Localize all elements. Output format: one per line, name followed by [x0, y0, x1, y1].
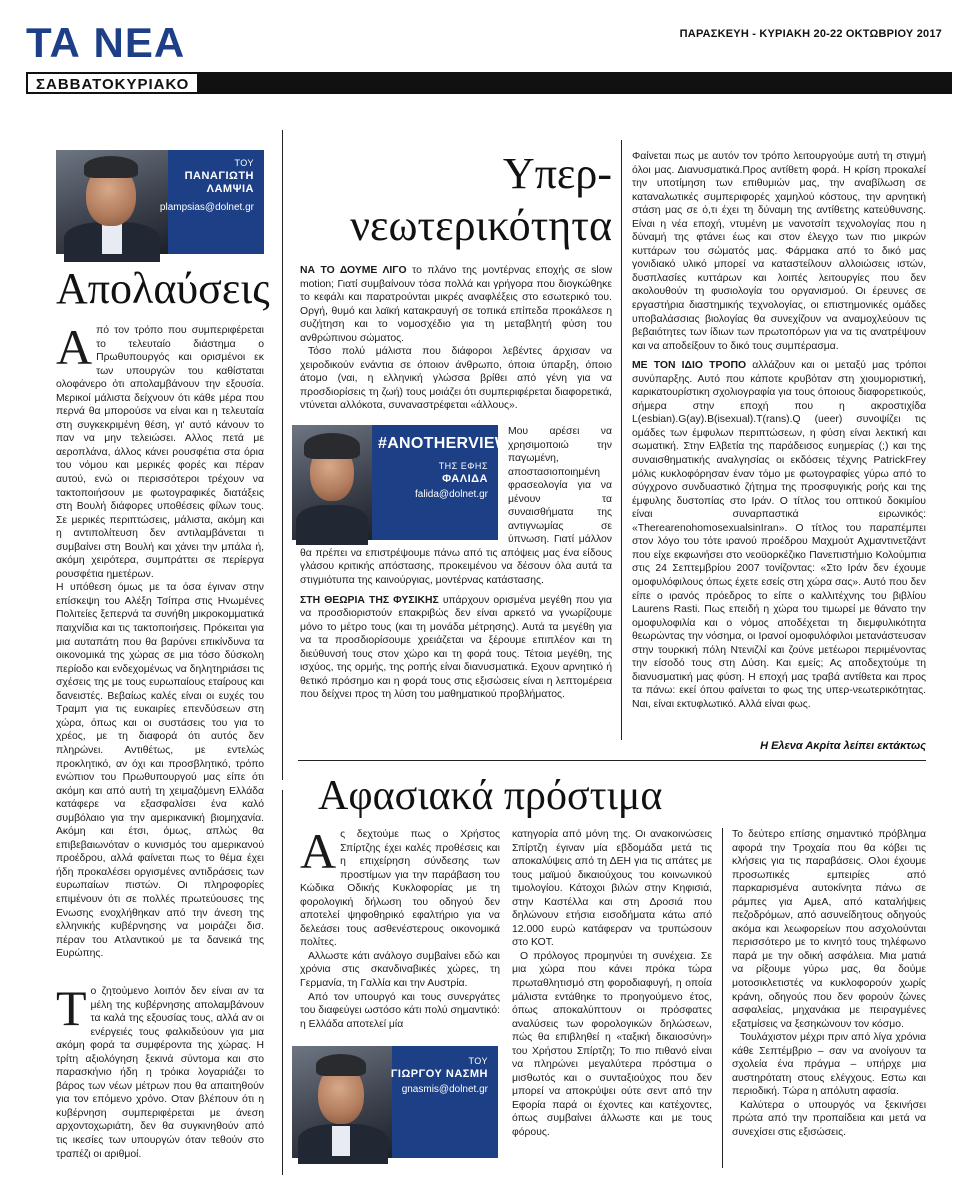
- paragraph: Αλλωστε κάτι ανάλογο συμβαίνει εδώ και χρόνια στις σκανδιναβικές χώρες, τη Γερμανία, τη Γαλλία και την Αυστρία.: [300, 950, 500, 990]
- lead-in: ΜΕ ΤΟΝ ΙΔΙΟ ΤΡΟΠΟ: [632, 360, 747, 372]
- article-body-continued: [632, 150, 926, 735]
- paragraph: ο ζητούμενο λοιπόν δεν είναι αν τα μέλη της κυβέρνησης απολαμβάνουν τα καλά της εξουσίας τους, αλλά αν οι ενέργειές τους φαλκιδεύουν για μια ακόμη φορά τα συμφέροντα της χώρας. Η τρίτη αξιολόγηση ξεκινά σύντομα και στο παρασκήνιο ήδη η τρόικα λογαριάζει το βάρος των νέων μέτρων που θα απαιτηθούν για τον επόμενο χρόνο. Οταν βλέπουν ότι η κυβέρνηση συμπεριφέρεται με άνεση αρχοντοχωριάτη, δεν θα συγκινηθούν από τις ικεσίες των υπουργών όταν τεθούν στο τραπέζι οι αριθμοί.: [56, 986, 264, 1160]
- author-box: [292, 1046, 498, 1158]
- article-body-col-b: [512, 828, 712, 1173]
- paragraph: Η υπόθεση όμως με τα όσα έγιναν στην επίσκεψη του Αλέξη Τσίπρα στις Ηνωμένες Πολιτείες ξεπερνά τα συνήθη μικροκομματικά παιχνίδια και τις τακτοποιήσεις. Πρόκειται για μια αυταπάτη που θα βαρύνει επικίνδυνα τα οικονομικά της χώρας σε μια τόσο δύσκολη περίοδο και ενδεχομένως να δηλητηριάσει τις σχέσεις της με τους ευρωπαίους εταίρους και δανειστές. Βεβαίως καλές είναι οι ευχές του Τραμπ για τις ευκαιρίες επενδύσεων στη χώρα, όπως και οι συστάσεις του για το χρέος, με τη διαφορά ότι αυτός δεν πληρώνει. Αντιθέτως, με εντελώς προκλητικό, αν όχι και προσβλητικό, τρόπο ενώπιον του Πρωθυπουργού μας είπε ότι ακόμη και από αυτή τη χειμαζόμενη Ελλάδα κατάφερε να εξασφαλίσει ένα καλό συμβόλαιο για την αμερικανική βιομηχανία. Ακόμη και έτσι, όμως, απλώς θα επιβεβαιωνόταν ο κυνισμός του αμερικανού προέδρου, αλλά φαίνεται πως το θέμα έχει ήδη προκαλέσει οργισμένες αντιδράσεις των ευρωπαίων πιστών. Οι πληροφορίες επιμένουν ότι σε πολλές πρωτεύουσες της Ενωσης ενοχλήθηκαν από την άνεση της ελληνικής κυβέρνησης να μοιράζει δισ. πέραν του Ατλαντικού με τα δανεικά της Ευρώπης.: [56, 582, 264, 960]
- paragraph: Τόσο πολύ μάλιστα που διάφοροι λεβέντες άρχισαν να χειροδικούν ενάντια σε όποιον άνθρωπο, όποια ύπαρξη, όποιο άτομο (ναι, η ελληνική γλώσσα βρίθει από γένη για να προσδιορίσεις τη ζωή) τους μοιάζει ότι συμπεριφέρεται διαφορετικά, ντύνεται αλλόκοτα, συναναστρέφεται «άλλους».: [300, 346, 612, 412]
- article-body-col-a: [300, 823, 500, 1030]
- column-title: #ANOTHERVIEW: [378, 435, 511, 452]
- paragraph: το πλάνο της μοντέρνας εποχής σε slow motion; Γιατί συμβαίνουν τόσα πολλά και γρήγορα που διογκώθηκε το κεφάλι και παρατρούνται μικρές αναφλέξεις στο εσωτερικό του. Οργή, θυμό και λαϊκή κατακραυγή σε τοπικά επίπεδα προκάλεσε η συζήτηση και το νομοσχέδιο για τη μεταβλητή φύση του ανθρώπινου σώματος.: [300, 265, 612, 344]
- dropcap: Τ: [56, 980, 87, 1036]
- paragraph: πό τον τρόπο που συμπεριφέρεται το τελευταίο διάστημα ο Πρωθυπουργός και ορισμένοι εκ των υπουργών του καθίσταται ολοφάνερο ότι απολαμβάνουν την εξουσία. Μερικοί μάλιστα δείχνουν ότι κάθε μέρα που περνά θα μπορούσε να είναι και η τελευταία στη συγκεκριμένη θέση, γι' αυτό κάνουν το παν να μην τελειώσει. Αλλος πετά με αεροπλάνα, άλλος κάνει ρουσφέτια στα όρια του νόμου και μερικές φορές και πέραν αυτού, ενώ οι περισσότεροι τρέχουν να τακτοποιήσουν με φωτογραφικές διατάξεις στη Βουλή διάφορες υποθέσεις φίλων τους. Σε μερικές περιπτώσεις, μάλιστα, ακόμη και η αντιπολίτευση δεν αντιλαμβάνεται τι συμβαίνει στη Βουλή και χάνει την μπάλα ή, ακόμη χειρότερα, συμπράττει σε περίεργα ρουσφέτια ημετέρων.: [56, 325, 264, 580]
- dropcap: Α: [300, 823, 337, 879]
- paragraph: Φαίνεται πως με αυτόν τον τρόπο λειτουργούμε αυτή τη στιγμή όλοι μας. Διανυσματικά.Προς αντίθετη φορά. Η κρίση προκαλεί την υποτίμηση των επιθυμιών μας, την αναβίλωση σε καταναλωτικές συμπεριφορές χαμηλού κόστους, την αρνητική στάση μας σε ό,τι έχει τη δύναμη της αντίθετης κατεύθυνσης. Είναι η νέα εποχή, ντυμένη με νανοτσίπ τεχνολογίας που η δύναμή της φτάνει έως και στον έλεγχο των πιο μικρών κυττάρων του σώματός μας. Φάρμακα από το δικό μας γονιδιακό υλικό μπορεί να καταστείλουν αλλοιώσεις ιστών, δυσπλασίες κυττάρων και λοιπές λειτουργίες που δεν ακολουθούν τη φυσιολογία του οργανισμού. Οι έρευνες σε εργαστήρια διαστημικής τεχνολογίας, οι επιστημονικές ομάδες υποβαλάσσιας βιολογίας θα συνεχίζουν να αναμοχλεύουν τις βεβαιότητες των ίδιων των πρωτοπόρων για να τις ανατρέψουν και να αποδείξουν το δικό τους συμπέρασμα.: [632, 151, 926, 352]
- author-prefix: ΤΗΣ ΕΦΗΣ: [438, 461, 488, 471]
- lead-in: ΝΑ ΤΟ ΔΟΥΜΕ ΛΙΓΟ: [300, 265, 407, 276]
- paragraph: Ο πρόλογος προμηνύει τη συνέχεια. Σε μια χώρα που κάνει πρόκα τώρα πρωταθλητισμό στη φοροδιαφυγή, η οποία μάλιστα εντάθηκε το προηγούμενο έτος, όπως αποκαλύπτουν οι πρόσφατες αναλύσεις των φορολογικών δηλώσεων, πώς θα επιβληθεί η «ταξική δικαιοσύνη» του Χρήστου Σπίρτζη; Το πιο πιθανό είναι να πληρώνει μεγαλύτερα πρόστιμα ο μισθωτός και ο συνταξιούχος που δεν μπορεί να αποκρύψει ούτε σεντ από την Εφορία παρά οι έχοντες και κατέχοντες, όπως συμβαίνει άλλωστε και με τους φόρους.: [512, 950, 712, 1139]
- column-divider: [621, 140, 622, 740]
- column-divider: [282, 130, 283, 780]
- column-divider: [722, 828, 723, 1168]
- section-divider: [298, 760, 926, 761]
- masthead-date: ΠΑΡΑΣΚΕΥΗ - ΚΥΡΙΑΚΗ 20-22 ΟΚΤΩΒΡΙΟΥ 2017: [679, 28, 942, 40]
- paragraph: υπάρχουν ορισμένα μεγέθη που για να προσδιοριστούν επακριβώς δεν είναι αρκετό να γνωρίζουμε μόνο το μέτρο τους (και τη μονάδα μέτρησης). Αυτά τα μεγέθη για να τα προσδιορίσουμε χρειάζεται να ξέρουμε επιπλέον και τη διεύθυνσή τους στον χώρο και τη φορά τους. Τέτοια μεγέθη, της ισχύος, της ορμής, της ροπής είναι διανυσματικά. Εχουν αρνητικό ή θετικό πρόσημο και η φορά τους στις εξισώσεις είναι η λεπτομέρεια που δείχνει προς τη λύση του μαθηματικού προβλήματος.: [300, 594, 612, 701]
- author-email: falida@dolnet.gr: [415, 489, 488, 500]
- paragraph: Από τον υπουργό και τους συνεργάτες του διαφεύγει ωστόσο κάτι πολύ σημαντικό: η Ελλάδα αποτελεί μία: [300, 991, 500, 1030]
- article-headline: Αφασιακά πρόστιμα: [318, 773, 663, 819]
- article-body-col-c: [732, 828, 926, 1173]
- author-email: plampsias@dolnet.gr: [159, 202, 254, 213]
- author-email: gnasmis@dolnet.gr: [401, 1084, 488, 1095]
- column-body: [56, 319, 264, 974]
- author-name: ΠΑΝΑΓΙΩΤΗ ΛΑΜΨΙΑ: [184, 170, 254, 195]
- paragraph: αλλάζουν και οι μεταξύ μας τρόποι συνύπαρξης. Αυτό που κάποτε κρυβόταν στη χιουμοριστική, καρικατουρίστικη σχολιογραφία για τους όποιους διαφορετικούς, σήμερα στην εποχή που η ακροστιχίδα L(esbian).G(ay).B(isexual).T(rans).Q (ueer) συνοψίζει τις ομάδες των έμφυλων περιπτώσεων, η φύση είναι λεκτική και σωματική. Στην Ελβετία της παράδεισος ευημερίας (;) και της συναισθηματικής αναλγησίας οι εκδόσεις τέχνης PatrickFrey μόλις κυκλοφόρησαν έναν τόμο με φωτογραφίες γύρω από το σύγχρονο συνδυαστικό ζήτημα της προσφυγικής ροής και της έμφυλης δυστοπίας στο Ιράν. Ο τίτλος του οπτικού δοκιμίου είναι συναρπαστικά ειρωνικός: «TherearenohomosexualsinIran». Ο τίτλος του παραπέμπει στον λόγο του τότε ιρανού προέδρου Μαχμούτ Αχμαντινετζάντ που είχε εκφωνήσει στο νεοϋορκέζικο Πανεπιστήμιο Κολούμπια στις 24 Σεπτεμβρίου 2007 τονίζοντας: «Στο Ιράν δεν έχουμε ομοφυλόφιλους όπως έχετε εσείς στη χώρα σας». Αυτό που δεν είπε ο ιρανός πρόεδρος το είπε ο καλλιτέχνης του βιβλίου Laurens Rasti. Πως επειδή η χώρα του τιμωρεί με θάνατο την ομοφυλοφιλία και ο νόμος αποδέχεται τη διεμφυλικότητα θεωρώντας την νόσημα, οι Ιρανοί ομοφυλόφιλοι μετανάστευσαν στην τουρκική πόλη Ντενιζλί και ζούνε μετέωροι περιμένοντας την είσοδό τους στη Δύση. Και εμείς; Ας αποδεχτούμε τη διανυσματική μας φύση. Η εποχή μας τραβά αντίθετα και προς τα πάνω: εκεί όπου φαίνεται το φως της υπερ-νεωτερικότητας. Ναι, είναι εκτυφλωτικό. Αλλά είναι φως.: [632, 360, 927, 710]
- author-prefix: ΤΟΥ: [468, 1056, 488, 1066]
- author-photo: [56, 150, 168, 254]
- author-photo: [292, 1046, 392, 1158]
- edition-label: ΣΑΒΒΑΤΟΚΥΡΙΑΚΟ: [26, 72, 199, 94]
- author-name: ΓΙΩΡΓΟΥ ΝΑΣΜΗ: [390, 1068, 488, 1080]
- author-prefix: ΤΟΥ: [234, 158, 254, 168]
- headline-line: Υπερ-: [502, 149, 612, 198]
- paragraph: κατηγορία από μόνη της. Οι ανακοινώσεις Σπίρτζη έγιναν μία εβδομάδα μετά τις αποκαλύψεις από τη ΔΕΗ για τις απάτες με τους μαϊμού δικαιούχους του κοινωνικού τιμολογίου. Κάτοχοι βιλών στην Κηφισιά, στην Καστέλλα και στη Δροσιά που δηλώνουν ετήσια εισοδήματα κάτω από 12.000 ευρώ κατάφεραν να τρυπώσουν στο ΚΟΤ.: [512, 829, 712, 949]
- column-body-end: [56, 980, 264, 1175]
- author-box: [56, 150, 264, 254]
- lead-in: ΣΤΗ ΘΕΩΡΙΑ ΤΗΣ ΦΥΣΙΚΗΣ: [300, 594, 439, 606]
- paragraph: Το δεύτερο επίσης σημαντικό πρόβλημα αφορά την Τροχαία που θα κόβει τις κλήσεις για τις παραβάσεις. Ολοι έχουμε προσωπικές εμπειρίες από παρκαρισμένα αυτοκίνητα πάνω σε ράμπες για ΑμεΑ, από καταλήψεις πεζοδρόμων, από ασυνείδητους οδηγούς ακόμα και λεωφορείων που ασχολούνται περισσότερο με το κινητό τους τηλέφωνο παρά με την οδική ασφάλεια. Μια ματιά να ρίξουμε γύρω μας, θα δούμε μοτοσικλετιστές να κυκλοφορούν χωρίς κράνη, οδηγούς που δεν φορούν ζώνες ασφαλείας, μηχανάκια με πειραγμένες εξατμίσεις να ξεσηκώνουν τον κόσμο.: [732, 829, 926, 1030]
- column-divider: [282, 790, 283, 1175]
- paragraph: Καλύτερα ο υπουργός να ξεκινήσει πρώτα από την προπαίδεια και μετά να συνεχίσει στις εξισώσεις.: [732, 1099, 926, 1139]
- paragraph: Μου αρέσει να χρησιμοποιώ την παγωμένη, αποστασιοποιημένη φρασεολογία για να μένουν τα συναισθήματα της αντιγνωμίας σε ύπνωση. Γιατί μάλλον θα πρέπει να επιστρέψουμε πάνω από τις απόψεις μας ένα είδους γλάσου κριτικής απόστασης, προκειμένου να δέσουν όλα αυτά τα στιγμιότυπα της καινούργιας, μοντέρνας κατάστασης.: [300, 426, 612, 587]
- dropcap: Α: [56, 319, 93, 375]
- column-headline: Απολαύσεις: [56, 264, 270, 313]
- headline-line: νεωτερικότητα: [350, 201, 612, 250]
- paragraph: ς δεχτούμε πως ο Χρήστος Σπίρτζης έχει καλές προθέσεις και η επιχείρηση σύνδεσης των προστίμων για την παράβαση του Κώδικα Οδικής Κυκλοφορίας με τη φορολογική δήλωση του οδηγού δεν αποτελεί ψηφοθηρικό εφαλτήριο για να δελεάσει τους ασθενέστερους οικονομικά πολίτες.: [300, 829, 500, 949]
- article-body: [300, 264, 612, 424]
- article-headline: [300, 148, 612, 252]
- author-name: ΦΑΛΙΔΑ: [442, 473, 488, 485]
- article-body-wrap: [300, 425, 612, 755]
- paragraph: Τουλάχιστον μέχρι πριν από λίγα χρόνια κάθε Σεπτέμβριο – σαν να ανοίγουν τα σχολεία ένα πράγμα – υπήρχε μια αυστηρότατη στους ελέγχους. Εστω και περιοδική. Τώρα η απόλυτη αφασία.: [732, 1032, 926, 1098]
- signoff-note: Η Ελενα Ακρίτα λείπει εκτάκτως: [760, 740, 926, 752]
- masthead-logo: ΤΑ ΝΕΑ: [26, 19, 186, 66]
